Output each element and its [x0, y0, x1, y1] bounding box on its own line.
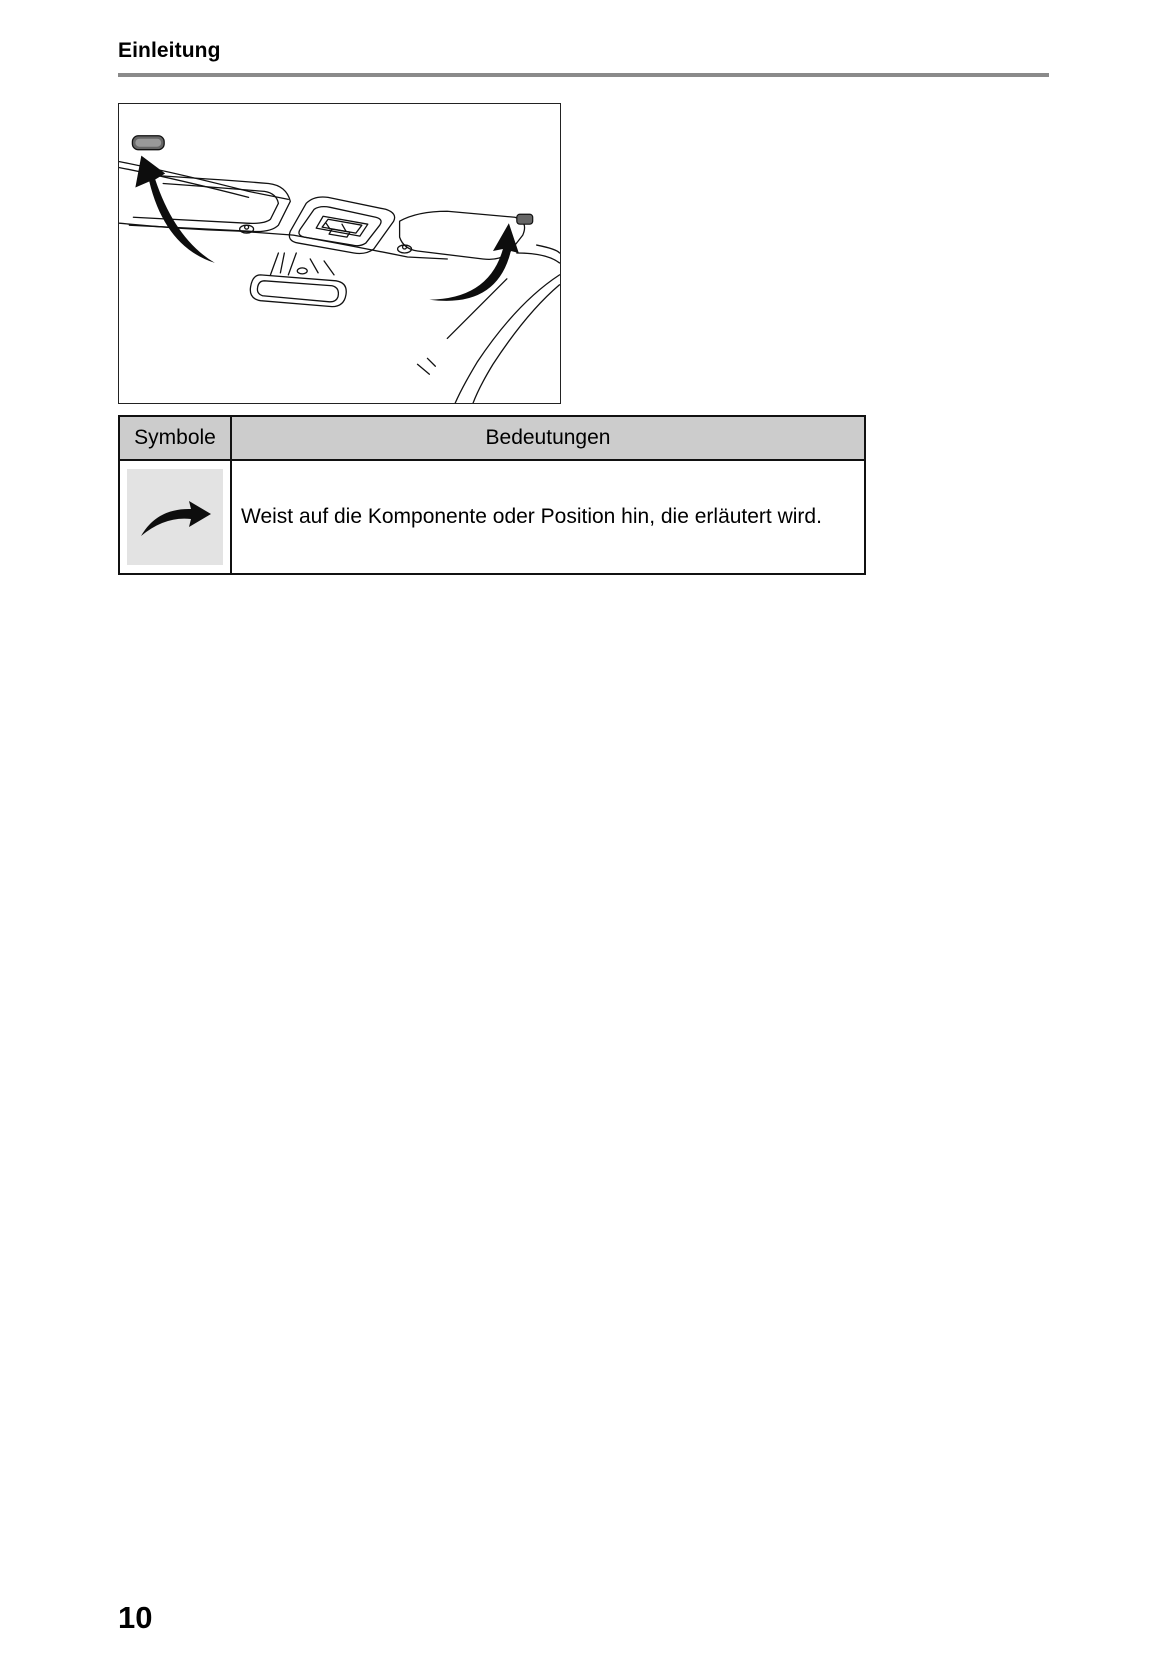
symbol-cell [119, 460, 231, 574]
meaning-cell: Weist auf die Komponente oder Position hin, die erläutert wird. [231, 460, 865, 574]
page-number: 10 [118, 1600, 153, 1635]
overhead-console-illustration [118, 103, 561, 404]
symbols-column-header: Symbole [119, 416, 231, 460]
heading-divider [118, 73, 1049, 77]
curved-arrow-icon [135, 492, 215, 542]
table-header-row [119, 416, 865, 460]
section-heading: Einleitung [118, 39, 221, 62]
meanings-column-header: Bedeutungen [231, 416, 865, 460]
table-row [119, 460, 865, 574]
symbol-meaning-table [118, 415, 866, 575]
symbol-swatch [127, 469, 223, 565]
overhead-console-arrows-illustration [119, 104, 560, 403]
